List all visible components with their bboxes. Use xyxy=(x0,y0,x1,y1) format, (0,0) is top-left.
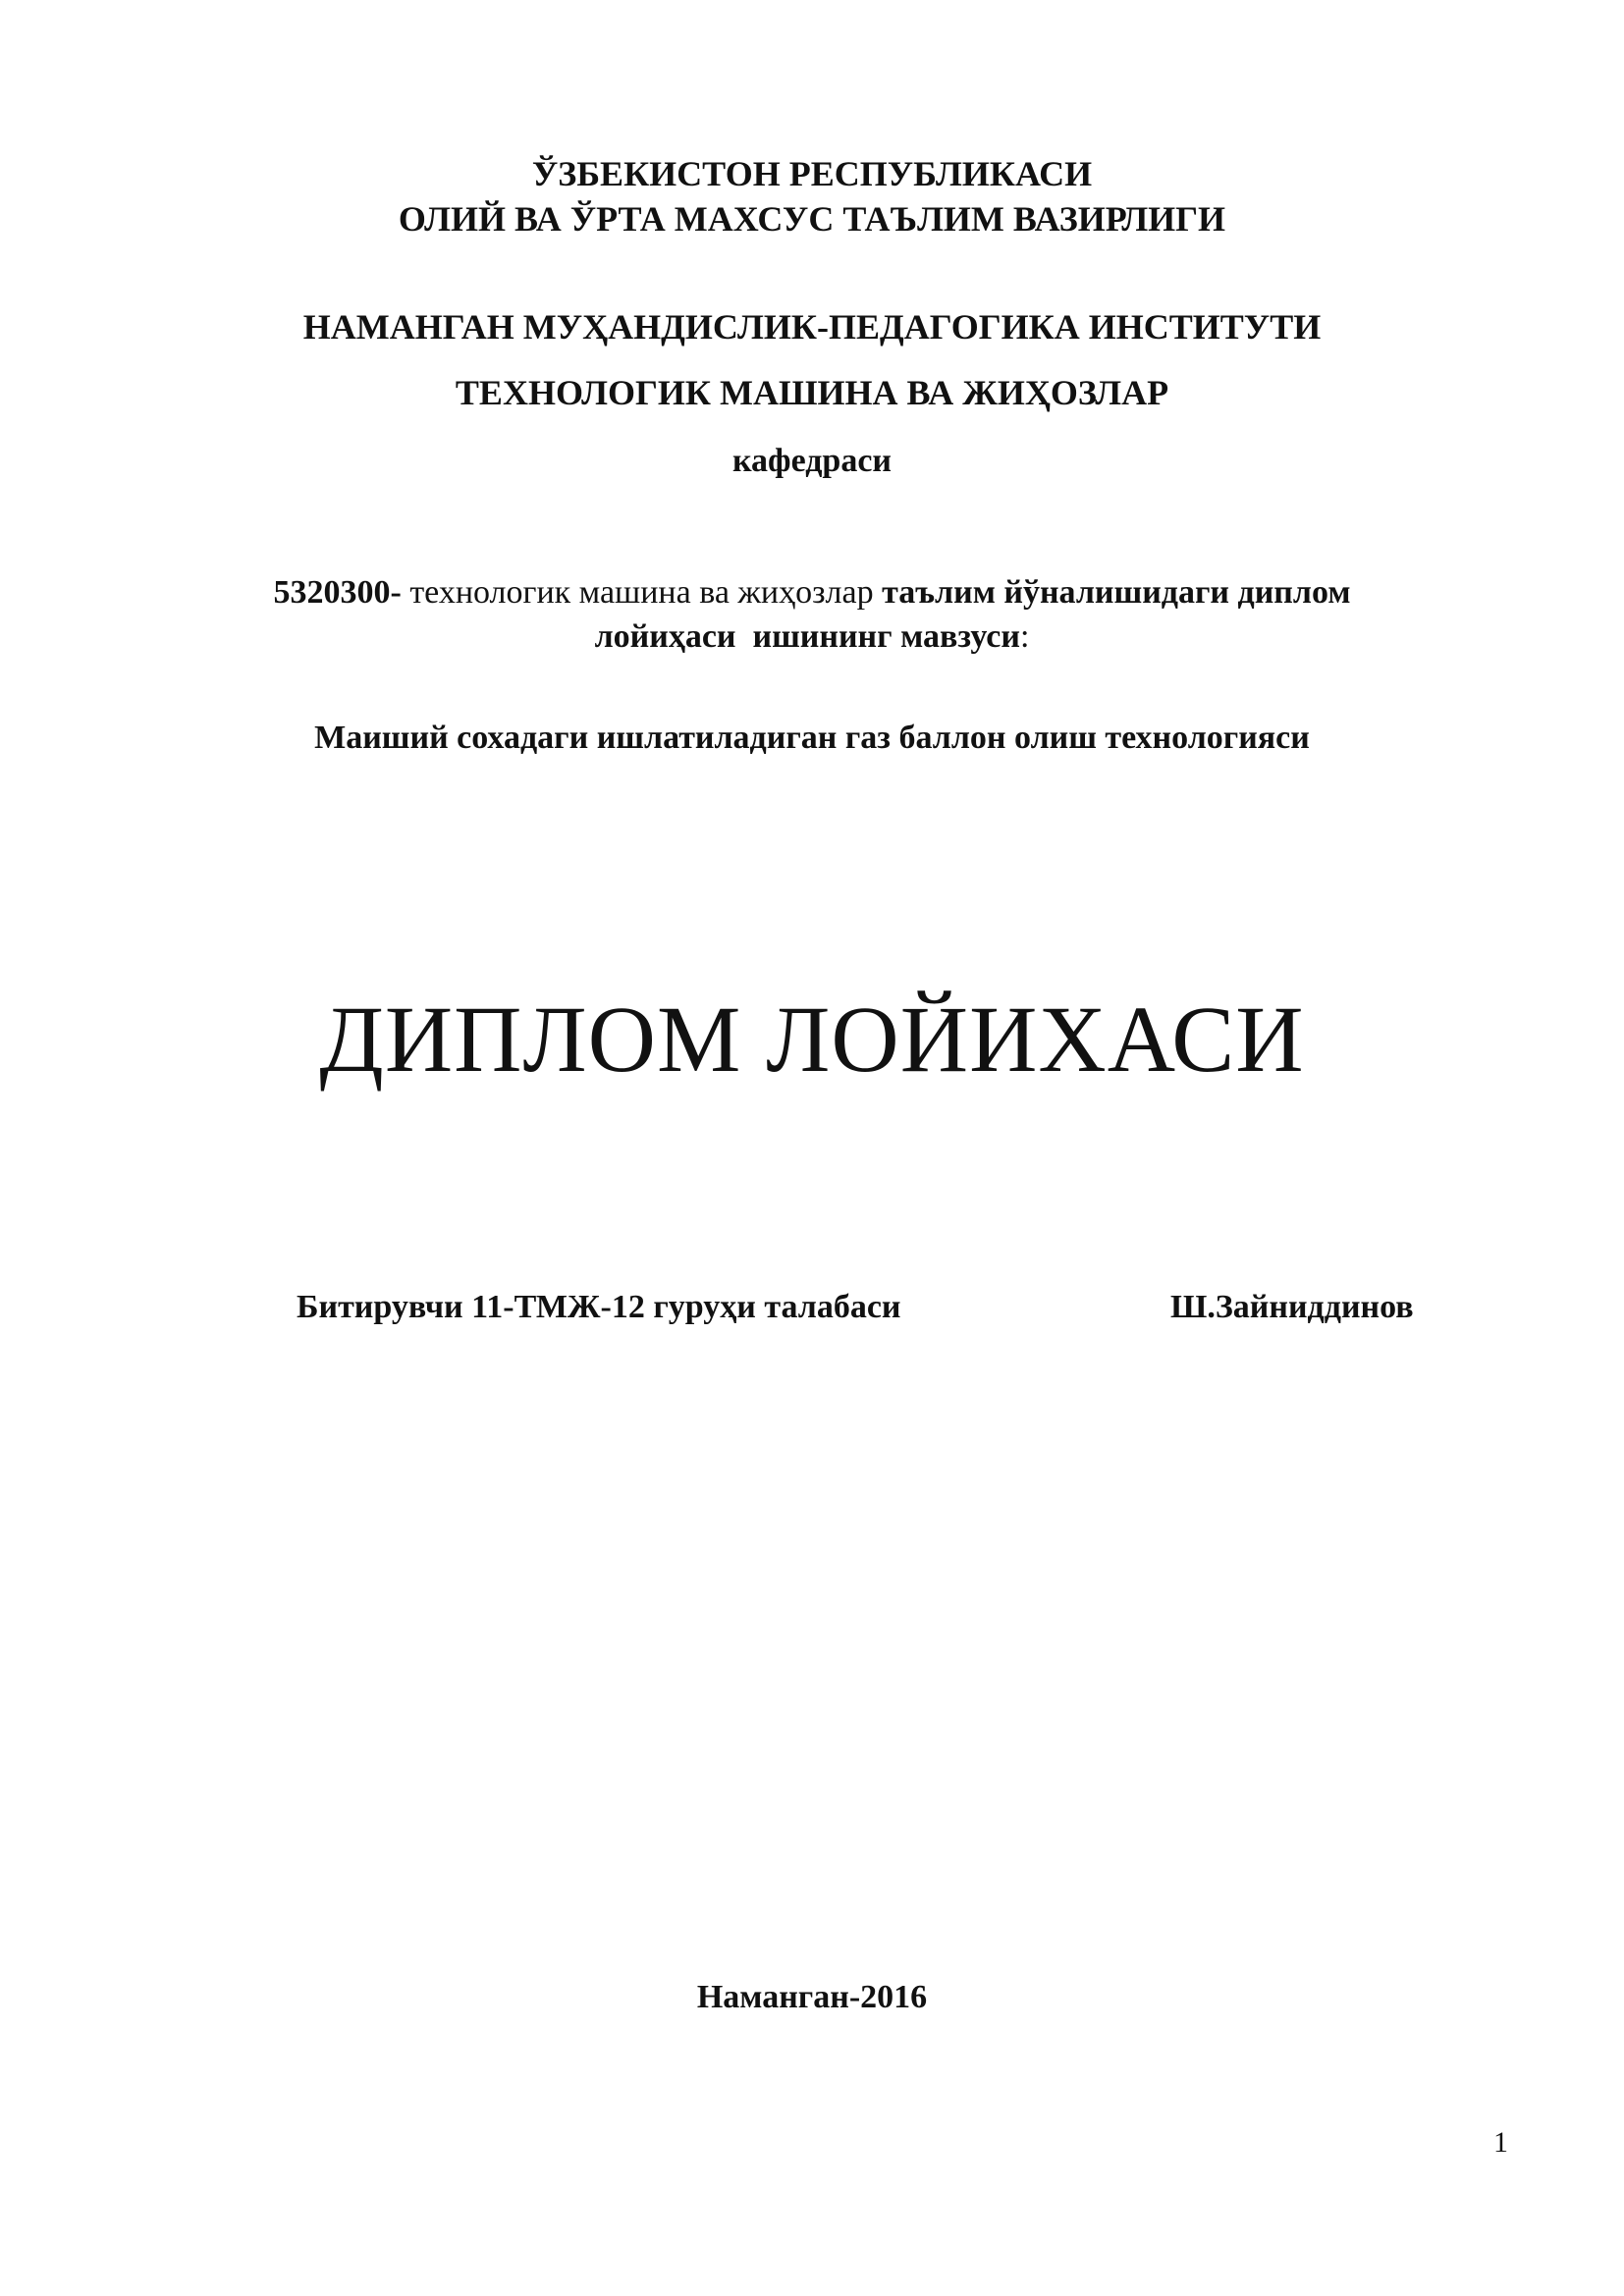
document-title: ДИПЛОМ ЛОЙИХАСИ xyxy=(319,987,1305,1092)
institute-heading: НАМАНГАН МУҲАНДИСЛИК-ПЕДАГОГИКА ИНСТИТУТИ xyxy=(302,307,1322,347)
page-number: 1 xyxy=(1493,2126,1508,2159)
author-label: Битирувчи 11-ТМЖ-12 гуруҳи талабаси xyxy=(297,1289,901,1325)
specialty-line-2 xyxy=(0,617,1624,656)
specialty-name: технологик машина ва жиҳозлар xyxy=(409,574,874,611)
author-name: Ш.Зайниддинов xyxy=(1170,1289,1414,1325)
topic-label-colon: : xyxy=(1019,618,1030,655)
diploma-topic: Маиший сохадаги ишлатиладиган газ баллон олиш технологияси xyxy=(314,720,1310,756)
country-heading: ЎЗБЕКИСТОН РЕСПУБЛИКАСИ xyxy=(531,154,1093,193)
department-name: ТЕХНОЛОГИК МАШИНА ВА ЖИҲОЗЛАР xyxy=(455,373,1169,412)
specialty-code: 5320300 xyxy=(273,574,391,611)
ministry-heading: ОЛИЙ ВА ЎРТА МАХСУС ТАЪЛИМ ВАЗИРЛИГИ xyxy=(398,199,1226,239)
city-year: Наманган-2016 xyxy=(696,1979,928,2015)
specialty-direction: таълим йўналишидаги диплом xyxy=(873,574,1351,611)
specialty-line-1 xyxy=(0,573,1624,612)
specialty-code-dash: - xyxy=(390,574,410,611)
department-suffix: кафедраси xyxy=(731,443,893,479)
topic-label: лойиҳаси ишининг мавзуси xyxy=(594,618,1020,655)
